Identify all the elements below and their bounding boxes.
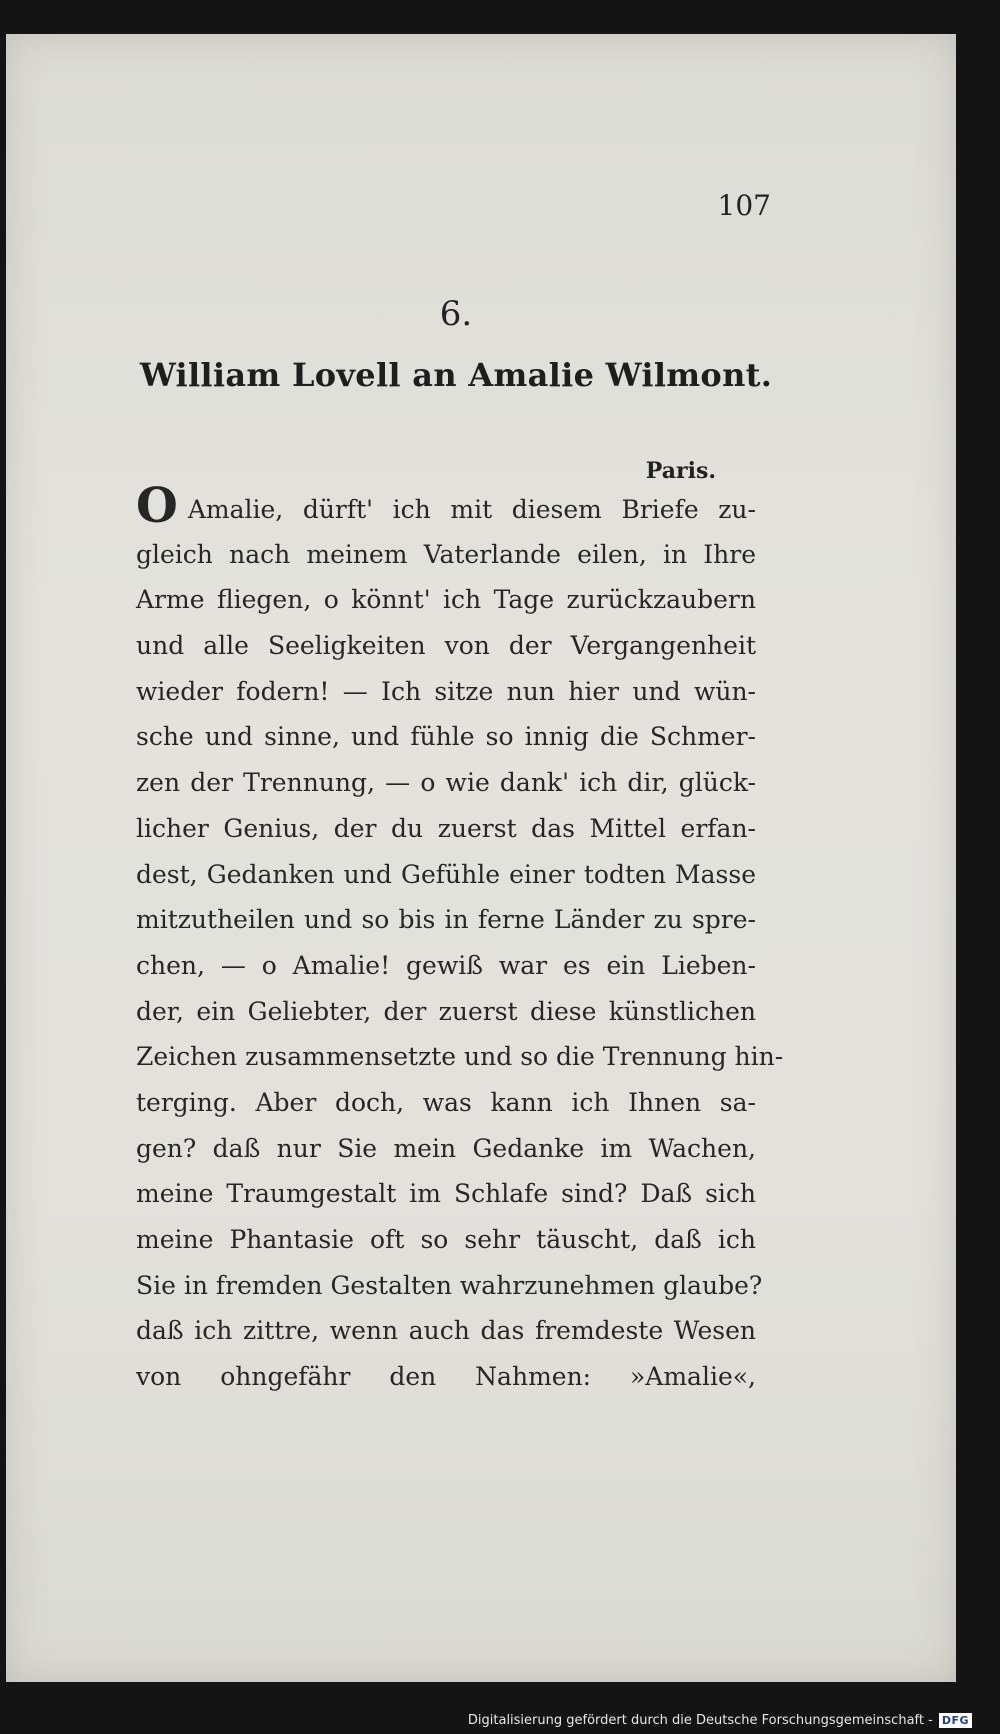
text-line: terging. Aber doch, was kann ich Ihnen sa- [136, 1087, 756, 1117]
text-line: Sie in fremden Gestalten wahrzunehmen glaube? [136, 1270, 763, 1300]
digitization-credit [468, 1713, 972, 1728]
credit-text: Digitalisierung gefördert durch die Deutsche Forschungsgemeinschaft - [467, 1713, 933, 1728]
text-line: sche und sinne, und fühle so innig die Schmer- [136, 722, 756, 752]
text-line: meine Phantasie oft so sehr täuscht, daß ich [136, 1225, 756, 1254]
text-line: wieder fodern! — Ich sitze nun hier und wün- [136, 676, 756, 706]
text-line: von ohngefähr den Nahmen: »Amalie«, [136, 1362, 756, 1392]
letter-place: Paris. [645, 458, 716, 484]
text-line: mitzutheilen und so bis in ferne Länder zu spre- [136, 905, 756, 935]
text-line: und alle Seeligkeiten von der Vergangenheit [136, 631, 756, 661]
drop-cap: O [136, 478, 178, 534]
letter-title: William Lovell an Amalie Wilmont. [139, 356, 773, 394]
text-line: meine Traumgestalt im Schlafe sind? Daß sich [136, 1179, 756, 1209]
letter-body [136, 478, 784, 1400]
text-line: O Amalie, dürft' ich mit diesem Briefe zu- [136, 478, 756, 534]
text-line: licher Genius, der du zuerst das Mittel erfan- [136, 813, 756, 843]
page-number: 107 [717, 189, 771, 222]
text-line: Zeichen zusammensetzte und so die Trennung hin- [136, 1042, 784, 1072]
text-line: der, ein Geliebter, der zuerst diese künstlichen [136, 996, 756, 1026]
text-line: gleich nach meinem Vaterlande eilen, in Ihre [136, 539, 756, 569]
text-line: chen, — o Amalie! gewiß war es ein Lieben- [136, 950, 756, 980]
text-line: gen? daß nur Sie mein Gedanke im Wachen, [136, 1133, 756, 1163]
dfg-logo: DFG [939, 1713, 972, 1728]
text-line: zen der Trennung, — o wie dank' ich dir, glück- [136, 768, 756, 798]
text-line: Arme fliegen, o könnt' ich Tage zurückzaubern [136, 585, 756, 615]
book-page [6, 34, 956, 1682]
section-number: 6. [439, 294, 473, 334]
text-line: dest, Gedanken und Gefühle einer todten Masse [136, 859, 756, 889]
text-line: daß ich zittre, wenn auch das fremdeste Wesen [136, 1316, 756, 1346]
